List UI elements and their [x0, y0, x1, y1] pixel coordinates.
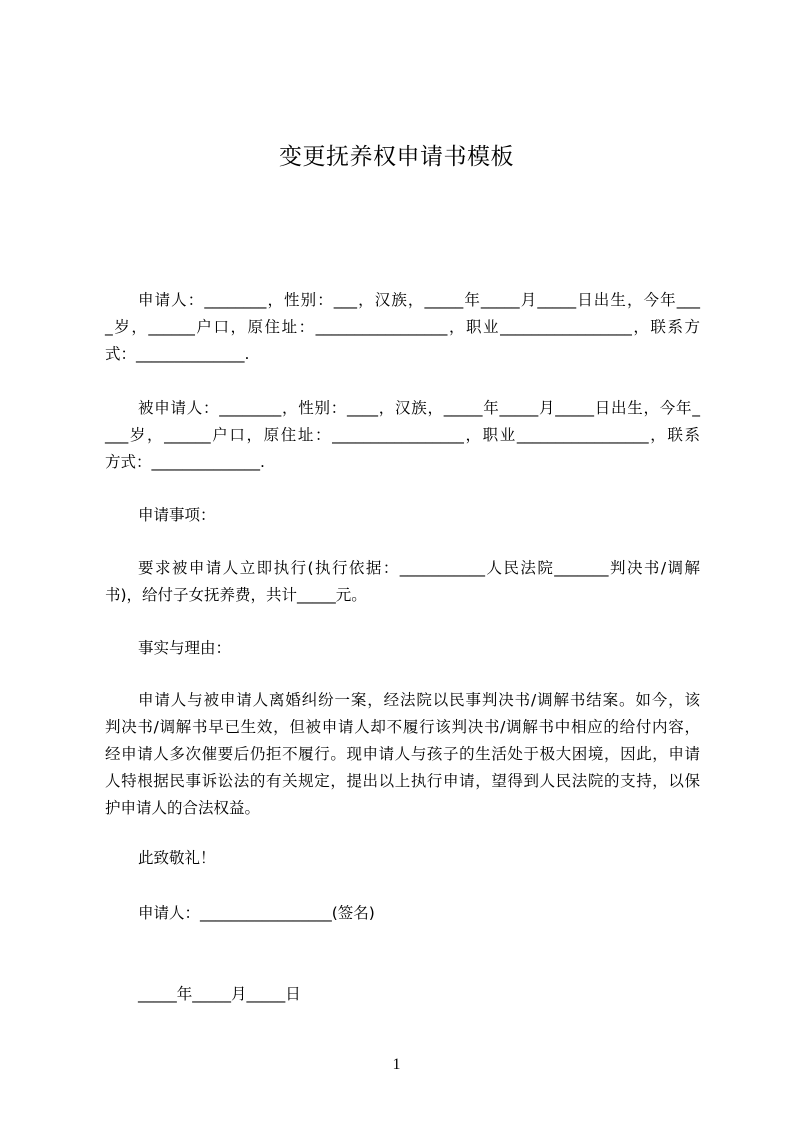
document-title: 变更抚养权申请书模板: [279, 144, 514, 170]
section-heading: 事实与理由：: [138, 639, 232, 657]
respondent-info-paragraph: [105, 395, 700, 476]
paragraph-line: _岁，______户口，原住址：_________________，职业_________________，联系方: [105, 318, 700, 336]
section-heading: 申请事项：: [138, 506, 216, 524]
paragraph-line: 申请人：________，性别：___，汉族，_____年_____月_____日出生，今年___: [138, 291, 700, 309]
reasons-body-paragraph: [105, 687, 700, 822]
closing-salutation: [105, 845, 700, 872]
paragraph-line: 方式：______________.: [105, 453, 265, 471]
signature-line: 申请人：_________________(签名): [138, 904, 375, 922]
paragraph-line: 要求被申请人立即执行(执行依据：___________人民法院_______判决书/调解: [138, 559, 700, 577]
paragraph-line: 判决书/调解书早已生效，但被申请人却不履行该判决书/调解书中相应的给付内容，: [105, 718, 700, 736]
signature-block: [105, 900, 700, 927]
request-body-paragraph: [105, 555, 700, 609]
paragraph-line: 书)，给付子女抚养费，共计_____元。: [105, 586, 367, 604]
paragraph-line: 人特根据民事诉讼法的有关规定，提出以上执行申请，望得到人民法院的支持，以保: [105, 772, 700, 790]
closing-text: 此致敬礼！: [138, 849, 216, 867]
paragraph-line: 被申请人：________，性别：____，汉族，_____年_____月_____日出生，今年_: [138, 399, 700, 417]
date-line: _____年_____月_____日: [138, 985, 301, 1003]
paragraph-line: ___岁，______户口，原住址：_________________，职业_________________，联系: [105, 426, 700, 444]
date-block: [105, 981, 700, 1008]
page-number: 1: [392, 1056, 401, 1073]
request-heading: [105, 502, 700, 529]
reasons-heading: [105, 635, 700, 662]
paragraph-line: 护申请人的合法权益。: [105, 799, 261, 817]
applicant-info-paragraph: [105, 287, 700, 368]
paragraph-line: 申请人与被申请人离婚纠纷一案，经法院以民事判决书/调解书结案。如今，该: [138, 691, 700, 709]
paragraph-line: 式：______________.: [105, 345, 250, 363]
paragraph-line: 经申请人多次催要后仍拒不履行。现申请人与孩子的生活处于极大困境，因此，申请: [105, 745, 700, 763]
